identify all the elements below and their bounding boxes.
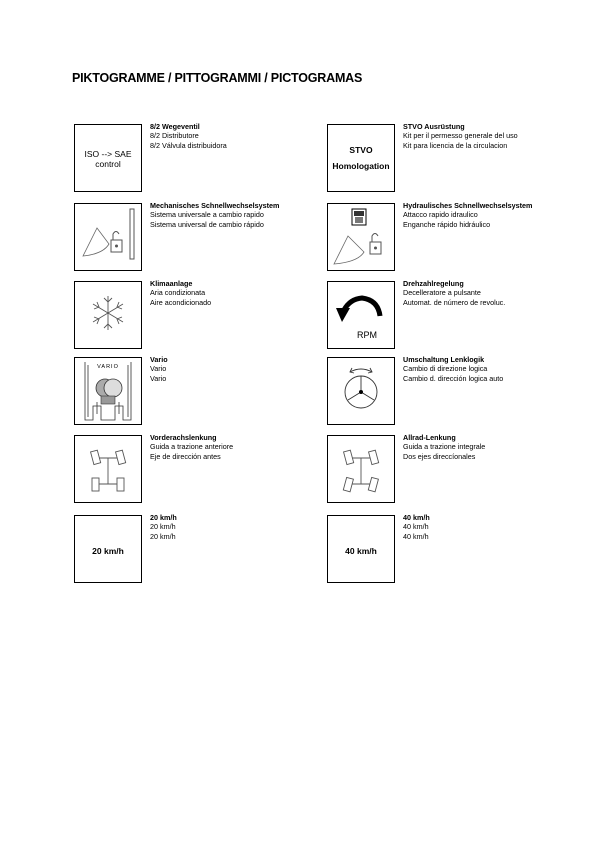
box-label-line1: 40 km/h [345,546,377,556]
entry-line-spanish: Sistema universal de cambio rápido [150,219,264,229]
entry-description [403,279,505,307]
entry-line-italian: Sistema universale a cambio rapido [150,210,264,220]
entry-line-spanish: Dos ejes direccíonales [403,451,476,461]
entry-line-italian: Decelleratore a pulsante [403,288,481,298]
entry-description [150,513,177,541]
entry-air-conditioning [74,281,324,351]
page-title: PIKTOGRAMME / PITTOGRAMMI / PICTOGRAMAS [72,71,363,85]
entry-line-italian: 8/2 Distributore [150,131,199,141]
entry-line-spanish: Cambio d. dirección logica auto [403,373,504,383]
entry-line-spanish: 20 km/h [150,531,176,541]
entry-description [150,355,168,383]
entry-line-italian: Cambio di direzione logica [403,364,488,374]
entry-title: Vorderachslenkung [150,433,217,442]
entry-description [150,122,227,150]
entry-line-italian: Attacco rapido idraulico [403,210,478,220]
entry-description [150,433,233,461]
entry-title: STVO Ausrüstung [403,122,465,131]
entry-stvo [327,124,577,194]
entry-line-spanish: 40 km/h [403,531,429,541]
box-label-line2: Homologation [332,161,390,171]
entry-title: Hydraulisches Schnellwechselsystem [403,201,533,210]
entry-20-kmh [74,515,324,585]
box-label-line1: 20 km/h [92,546,124,556]
entry-line-spanish: Enganche rápido hidráulico [403,219,491,229]
entry-rpm-control [327,281,577,351]
box-label-line2: control [95,159,121,169]
entry-title: 40 km/h [403,513,430,522]
entry-line-italian: 40 km/h [403,522,429,532]
entry-vario [74,357,324,427]
entry-description [403,201,532,229]
hydraulic-quick-coupler-icon [327,203,395,271]
rpm-icon [327,281,395,349]
entry-title: 8/2 Wegeventil [150,122,200,131]
entry-line-spanish: Kit para licencia de la circulacion [403,140,508,150]
vario-box-label: VARIO [97,364,119,370]
entry-description [403,513,430,541]
entry-line-italian: Aria condizionata [150,288,206,298]
entry-line-italian: 20 km/h [150,522,176,532]
front-axle-steering-icon [74,435,142,503]
entry-line-spanish: Vario [150,373,167,383]
all-wheel-steering-icon [327,435,395,503]
entry-front-axle-steering [74,435,324,505]
entry-hydraulic-coupler [327,203,577,273]
entry-description [150,279,211,307]
mechanical-quick-coupler-icon [74,203,142,271]
box-label-line1: ISO --> SAE [84,149,132,159]
steering-wheel-icon [327,357,395,425]
entry-description [403,433,485,461]
entry-line-italian: Vario [150,364,167,374]
entry-title: Allrad-Lenkung [403,433,456,442]
entry-title: Mechanisches Schnellwechselsystem [150,201,280,210]
box-label-line1: STVO [349,145,373,155]
entry-title: Drehzahlregelung [403,279,464,288]
entry-description [403,122,518,150]
entry-line-spanish: 8/2 Válvula distribuidora [150,140,227,150]
entry-line-italian: Guida a trazione anteriore [150,442,234,452]
entry-line-italian: Guida a trazione integrale [403,442,486,452]
snowflake-icon [74,281,142,349]
pictogram-box [74,515,142,583]
entry-title: 20 km/h [150,513,177,522]
entry-title: Umschaltung Lenklogik [403,355,485,364]
entry-line-spanish: Automat. de número de revoluc. [403,297,506,307]
pictogram-box [327,124,395,192]
entry-line-spanish: Eje de dirección antes [150,451,221,461]
pictogram-box [327,515,395,583]
entry-40-kmh [327,515,577,585]
entry-mechanical-coupler [74,203,324,273]
entry-steering-logic [327,357,577,427]
entry-description [403,355,503,383]
entry-title: Vario [150,355,168,364]
entry-8-2-valve [74,124,324,194]
rpm-label: RPM [357,330,377,340]
entry-all-wheel-steering [327,435,577,505]
entry-title: Klimaanlage [150,279,193,288]
vario-icon [74,357,142,425]
entry-line-italian: Kit per il permesso generale del uso [403,131,518,141]
entry-description [150,201,279,229]
pictogram-box [74,124,142,192]
entry-line-spanish: Aire acondicionado [150,297,212,307]
